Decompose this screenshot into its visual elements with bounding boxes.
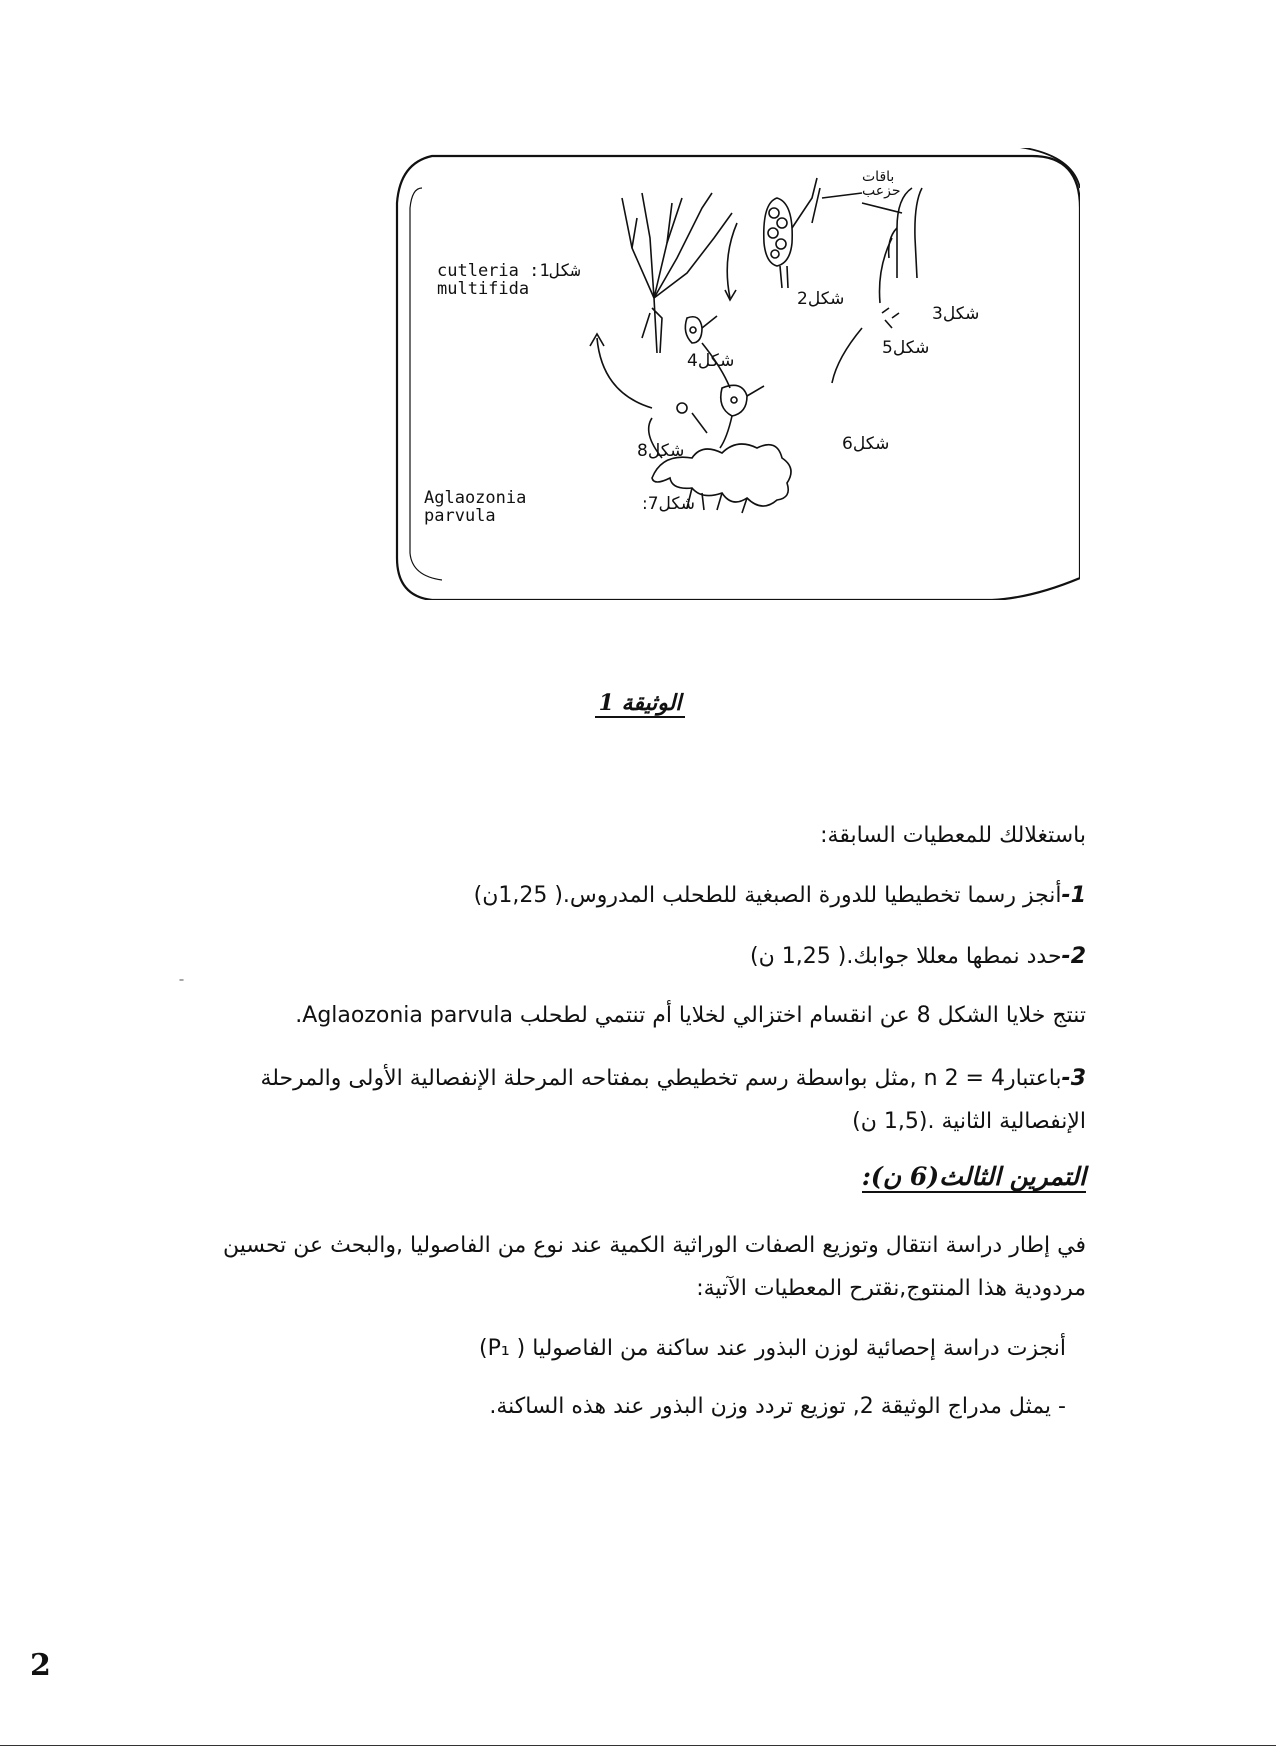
fig1-species: multifida: [437, 278, 530, 299]
question-1-text: أنجز رسما تخطيطيا للدورة الصبغية للطحلب المدروس.( 1,25ن): [473, 883, 1062, 908]
fig2-label: 2شكل: [797, 289, 845, 309]
life-cycle-figure: [392, 148, 1080, 600]
fig4-label: 4شكل: [687, 351, 735, 371]
fig1-name: cutleria :1شكل: [437, 261, 581, 281]
fig3-label: 3شكل: [932, 304, 980, 324]
aglaozonia-name: Aglaozonia: [424, 488, 527, 508]
parvula-name: parvula: [424, 505, 496, 526]
stray-mark: ˉ: [178, 978, 185, 994]
statement-1: أنجزت دراسة إحصائية لوزن البذور عند ساكنة من الفاصوليا ( P₁): [478, 1336, 1066, 1361]
question-3-continuation: [852, 1108, 1086, 1137]
question-2-number: 2-: [1061, 944, 1086, 969]
question-2-text: حدد نمطها معللا جوابك.( 1,25 ن): [750, 944, 1062, 969]
aglaozonia-label: [424, 490, 526, 526]
document-caption: [540, 690, 740, 716]
intro-line: باستغلالك للمعطيات السابقة:: [820, 823, 1086, 848]
exercise-heading: [862, 1162, 1086, 1191]
fig8-label: 8شكل: [637, 441, 685, 461]
question-3-continuation-text: الإنفصالية الثانية .(1,5 ن): [852, 1109, 1086, 1134]
fig7-label: :7شكل: [642, 494, 696, 514]
fig5-label: 5شكل: [882, 338, 930, 358]
fig1-label: [437, 263, 580, 299]
bottom-rule: [0, 1745, 1276, 1746]
question-3-number: 3-: [1061, 1066, 1086, 1091]
annotation-line-2: حزعب: [862, 183, 901, 199]
question-1-number: 1-: [1061, 883, 1086, 908]
statement-fig8: [295, 1002, 1086, 1031]
statement-2: - يمثل مدراج الوثيقة 2, توزيع تردد وزن البذور عند هذه الساكنة.: [489, 1394, 1066, 1419]
annotation-top: [862, 170, 900, 198]
caption-text: الوثيقة 1: [595, 690, 686, 718]
question-1: [474, 882, 1086, 911]
page-number: 2: [30, 1648, 51, 1683]
question-3: [260, 1065, 1086, 1094]
figure-drawing: [392, 148, 1080, 600]
statement-fig8-text: تنتج خلايا الشكل 8 عن انقسام اختزالي لخلايا أم تنتمي لطحلب Aglaozonia parvula.: [295, 1003, 1086, 1028]
fig6-label: 6شكل: [842, 434, 890, 454]
exercise-heading-text: التمرين الثالث(6 ن):: [861, 1162, 1086, 1191]
question-2: [750, 943, 1086, 972]
exercise-paragraph-line-2: مردودية هذا المنتوج,نقترح المعطيات الآتية:: [696, 1276, 1086, 1301]
exercise-paragraph-line-1: في إطار دراسة انتقال وتوزيع الصفات الوراثية الكمية عند نوع من الفاصوليا ,والبحث عن تحسين: [222, 1233, 1086, 1258]
annotation-line-1: باقات: [862, 169, 895, 185]
question-3-text: باعتبار4 = 2 n ,مثل بواسطة رسم تخطيطي بمفتاحه المرحلة الإنفصالية الأولى والمرحلة: [260, 1066, 1062, 1091]
